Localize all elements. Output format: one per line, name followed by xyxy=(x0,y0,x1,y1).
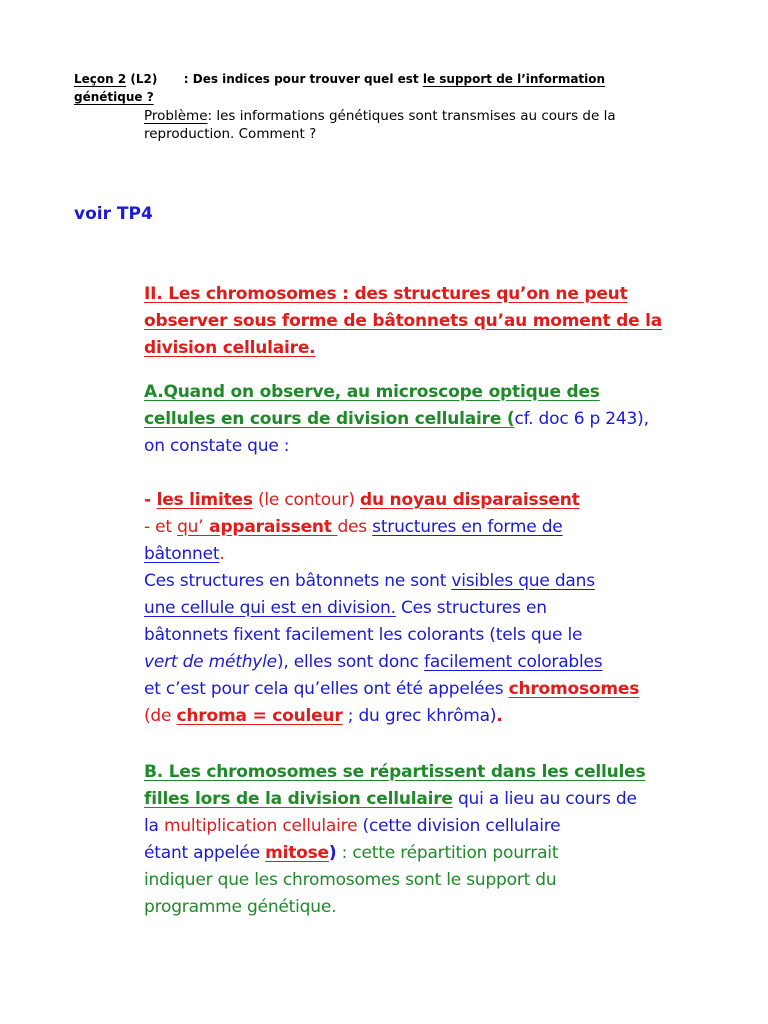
probleme-text2: reproduction. Comment ? xyxy=(144,126,317,142)
lesson-title-prefix: : Des indices pour trouver quel est xyxy=(183,72,419,86)
sectionB-line2: filles lors de la division cellulaire qui a lieu au cours de xyxy=(144,789,637,809)
paragraph-line5: et c’est pour cela qu’elles ont été appelées chromosomes xyxy=(144,679,640,699)
bullet2-line2: bâtonnet. xyxy=(144,544,225,564)
bullet1-red2: du noyau disparaissent xyxy=(359,490,580,510)
bullet2-structures: structures en forme de xyxy=(372,517,563,537)
lesson-title-line2 xyxy=(74,90,154,104)
paragraph-line1: Ces structures en bâtonnets ne sont visibles que dans xyxy=(144,571,595,591)
voir-tp4: voir TP4 xyxy=(74,204,153,224)
sectionB-line6: programme génétique. xyxy=(144,897,337,917)
section2-line2: observer sous forme de bâtonnets qu’au moment de la xyxy=(144,311,663,331)
sectionA-line2-green: cellules en cours de division cellulaire ( xyxy=(144,409,515,429)
probleme-line2 xyxy=(144,126,316,142)
section2-line1 xyxy=(144,284,628,304)
chromosomes-term: chromosomes xyxy=(508,679,640,699)
chroma-term: chroma = couleur xyxy=(176,706,343,726)
probleme-line1 xyxy=(144,108,616,124)
bullet2: - et qu’ apparaissent des structures en forme de xyxy=(144,517,563,537)
mitose-term: mitose xyxy=(265,843,329,863)
sectionA-doc-ref: cf. doc 6 p 243), xyxy=(514,409,649,429)
bullet1: - les limites (le contour) du noyau disparaissent xyxy=(144,490,580,510)
sectionA-line3: on constate que : xyxy=(144,436,290,456)
paragraph-line4: vert de méthyle), elles sont donc facilement colorables xyxy=(144,652,603,672)
bullet2-apparaissent: apparaissent xyxy=(203,517,338,537)
section2-number: II. xyxy=(144,284,163,304)
sectionA-line1: A.Quand on observe, au microscope optique des xyxy=(144,382,600,402)
lesson-code: (L2) xyxy=(130,72,158,86)
sectionB-line4: étant appelée mitose) : cette répartition pourrait xyxy=(144,843,559,863)
sectionB-line3: la multiplication cellulaire (cette division cellulaire xyxy=(144,816,561,836)
lesson-title-underlined: le support de l’information xyxy=(422,72,606,86)
sectionA-line2 xyxy=(144,409,649,429)
sectionB-line1: B. Les chromosomes se répartissent dans les cellules xyxy=(144,762,646,782)
probleme-text1: : les informations génétiques sont transmises au cours de la xyxy=(207,108,616,124)
section2-line3: division cellulaire. xyxy=(144,338,316,358)
paragraph-line3: bâtonnets fixent facilement les colorants (tels que le xyxy=(144,625,583,645)
section2-line1-text: Les chromosomes : des structures qu’on ne peut xyxy=(168,284,628,304)
bullet1-mid: (le contour) xyxy=(252,490,360,510)
bullet2-qu: qu’ xyxy=(177,517,204,537)
lesson-label: Leçon 2 xyxy=(74,72,127,86)
bullet1-red1: les limites xyxy=(156,490,253,510)
lesson-title-line2-text: génétique ? xyxy=(74,90,154,104)
paragraph-line2: une cellule qui est en division. Ces structures en xyxy=(144,598,547,618)
multiplication-cellulaire: multiplication cellulaire xyxy=(163,816,358,836)
probleme-label: Problème xyxy=(144,108,208,124)
sectionB-line5: indiquer que les chromosomes sont le support du xyxy=(144,870,557,890)
paragraph-line6: (de chroma = couleur ; du grec khrôma). xyxy=(144,706,503,726)
lesson-title-line1 xyxy=(74,72,605,86)
